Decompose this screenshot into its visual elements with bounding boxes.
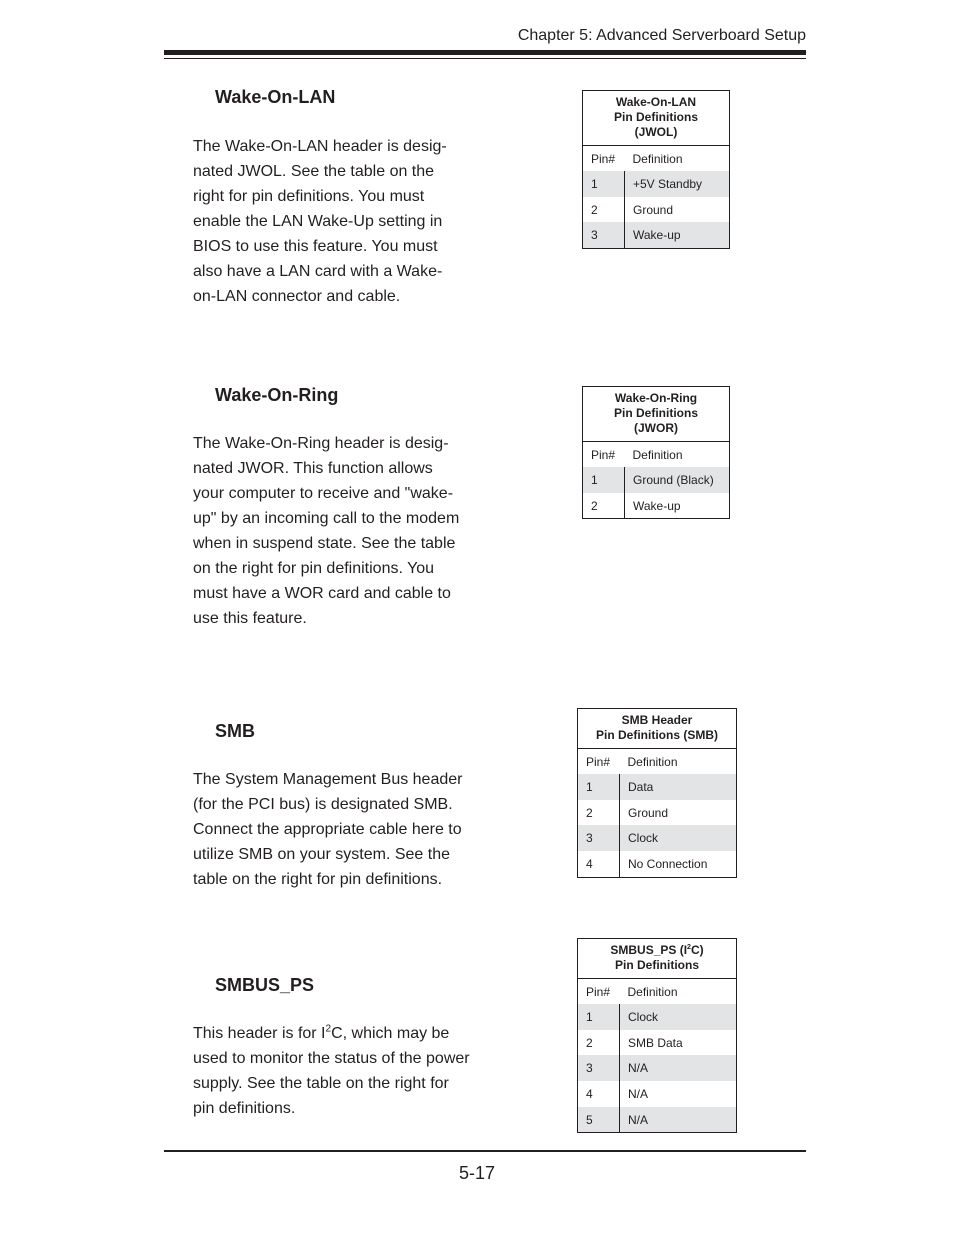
section-body-wake-on-lan	[193, 134, 472, 309]
body-line: when in suspend state. See the table	[193, 535, 456, 552]
table-title-line: SMB Header	[621, 713, 693, 727]
superscript: 2	[325, 1023, 332, 1035]
pin-number: 1	[578, 774, 620, 800]
table-column-header-row	[583, 146, 730, 172]
body-line: your computer to receive and "wake-	[193, 485, 454, 502]
body-line: nated JWOR. This function allows	[193, 460, 433, 477]
pin-definition: Ground	[620, 800, 737, 826]
body-line: table on the right for pin definitions.	[193, 871, 443, 888]
column-header-definition: Definition	[627, 754, 678, 769]
table-row	[578, 851, 737, 877]
pin-table-jwor	[582, 386, 730, 519]
table-row	[583, 493, 730, 519]
body-line: pin definitions.	[193, 1100, 296, 1117]
body-line: on-LAN connector and cable.	[193, 288, 401, 305]
table-title	[578, 939, 737, 979]
pin-definition: No Connection	[620, 851, 737, 877]
column-header-pin: Pin#	[591, 447, 616, 462]
column-header-definition: Definition	[627, 984, 678, 999]
running-header: Chapter 5: Advanced Serverboard Setup	[517, 27, 806, 44]
section-heading-smbus-ps: SMBUS_PS	[215, 975, 315, 995]
section-heading-wake-on-ring: Wake-On-Ring	[215, 385, 339, 405]
header-rule-thick	[164, 50, 806, 55]
header-rule-thin	[164, 58, 806, 59]
body-line: also have a LAN card with a Wake-	[193, 263, 443, 280]
superscript: 2	[687, 944, 691, 951]
table-row	[578, 800, 737, 826]
pin-definition: Clock	[620, 825, 737, 851]
table-title-row	[583, 91, 730, 146]
pin-number: 4	[586, 856, 593, 871]
body-line: supply. See the table on the right for	[193, 1075, 449, 1092]
column-header-pin: Pin#	[586, 984, 611, 999]
section-heading-smb: SMB	[215, 721, 255, 741]
table-title-pre: SMBUS_PS (I	[610, 943, 688, 957]
body-line: enable the LAN Wake-Up setting in	[193, 213, 443, 230]
table-column-header-row	[583, 442, 730, 468]
pin-definition: Ground (Black)	[625, 467, 730, 493]
pin-number: 3	[578, 825, 620, 851]
body-line: on the right for pin definitions. You	[193, 560, 435, 577]
table-title-line: Wake-On-Ring	[614, 391, 698, 405]
body-line: must have a WOR card and cable to	[193, 585, 451, 602]
pin-definition: Data	[620, 774, 737, 800]
table-row	[583, 222, 730, 248]
table-row	[578, 825, 737, 851]
body-line: up" by an incoming call to the modem	[193, 510, 460, 527]
body-line: utilize SMB on your system. See the	[193, 846, 450, 863]
pin-definition: +5V Standby	[625, 171, 730, 197]
body-line: used to monitor the status of the power	[193, 1050, 470, 1067]
table-title-line: Pin Definitions (SMB)	[596, 728, 718, 742]
section-body-smb	[193, 767, 478, 892]
body-line-post: C, which may be	[331, 1025, 450, 1042]
table-row	[583, 197, 730, 223]
body-line: right for pin definitions. You must	[193, 188, 425, 205]
pin-definition: Clock	[620, 1004, 737, 1030]
pin-number: 2	[586, 1035, 593, 1050]
table-title-line: Pin Definitions	[614, 110, 698, 124]
body-line: BIOS to use this feature. You must	[193, 238, 438, 255]
pin-number: 1	[583, 467, 625, 493]
table-title-row	[583, 387, 730, 442]
body-line: The System Management Bus header	[193, 771, 463, 788]
table-title	[583, 91, 730, 146]
pin-number: 2	[586, 805, 593, 820]
table-row	[578, 1081, 737, 1107]
pin-definition: Wake-up	[625, 493, 730, 519]
table-title-line: Pin Definitions	[614, 406, 698, 420]
pin-number: 4	[586, 1086, 593, 1101]
pin-definition: SMB Data	[620, 1030, 737, 1056]
table-title-line: (JWOR)	[634, 421, 678, 435]
body-line: nated JWOL. See the table on the	[193, 163, 435, 180]
pin-number: 2	[591, 498, 598, 513]
column-header-pin: Pin#	[591, 151, 616, 166]
pin-definition: N/A	[620, 1107, 737, 1133]
pin-table-smb	[577, 708, 737, 878]
body-line: (for the PCI bus) is designated SMB.	[193, 796, 453, 813]
table-row	[578, 1107, 737, 1133]
table-row	[578, 1004, 737, 1030]
pin-definition: Wake-up	[625, 222, 730, 248]
section-body-wake-on-ring	[193, 431, 472, 631]
footer-rule	[164, 1150, 806, 1152]
table-title-post: C)	[690, 943, 704, 957]
body-line: Connect the appropriate cable here to	[193, 821, 462, 838]
pin-table-jwol	[582, 90, 730, 249]
body-line: use this feature.	[193, 610, 307, 627]
pin-number: 3	[583, 222, 625, 248]
body-line: The Wake-On-Ring header is desig-	[193, 435, 449, 452]
page-number: 5-17	[458, 1163, 496, 1183]
table-title-line: (JWOL)	[634, 125, 678, 139]
pin-table-smbus-ps	[577, 938, 737, 1133]
table-column-header-row	[578, 979, 737, 1005]
section-heading-wake-on-lan: Wake-On-LAN	[215, 87, 336, 107]
table-row	[578, 774, 737, 800]
table-title-line: Pin Definitions	[615, 958, 699, 972]
column-header-definition: Definition	[632, 447, 683, 462]
table-title	[583, 387, 730, 442]
table-title	[578, 709, 737, 749]
pin-number: 1	[583, 171, 625, 197]
column-header-pin: Pin#	[586, 754, 611, 769]
body-line: The Wake-On-LAN header is desig-	[193, 138, 447, 155]
body-line	[193, 1021, 478, 1046]
table-row	[583, 467, 730, 493]
table-row	[583, 171, 730, 197]
table-title-row	[578, 939, 737, 979]
table-title-line: Wake-On-LAN	[615, 95, 697, 109]
pin-definition: N/A	[620, 1081, 737, 1107]
table-row	[578, 1055, 737, 1081]
body-line-pre: This header is for I	[193, 1025, 326, 1042]
section-body-smbus-ps	[193, 1021, 478, 1121]
table-title-row	[578, 709, 737, 749]
pin-number: 5	[578, 1107, 620, 1133]
pin-definition: Ground	[625, 197, 730, 223]
pin-number: 3	[578, 1055, 620, 1081]
column-header-definition: Definition	[632, 151, 683, 166]
pin-number: 1	[578, 1004, 620, 1030]
table-row	[578, 1030, 737, 1056]
table-column-header-row	[578, 749, 737, 775]
table-title-line	[580, 943, 734, 958]
pin-definition: N/A	[620, 1055, 737, 1081]
pin-number: 2	[591, 202, 598, 217]
